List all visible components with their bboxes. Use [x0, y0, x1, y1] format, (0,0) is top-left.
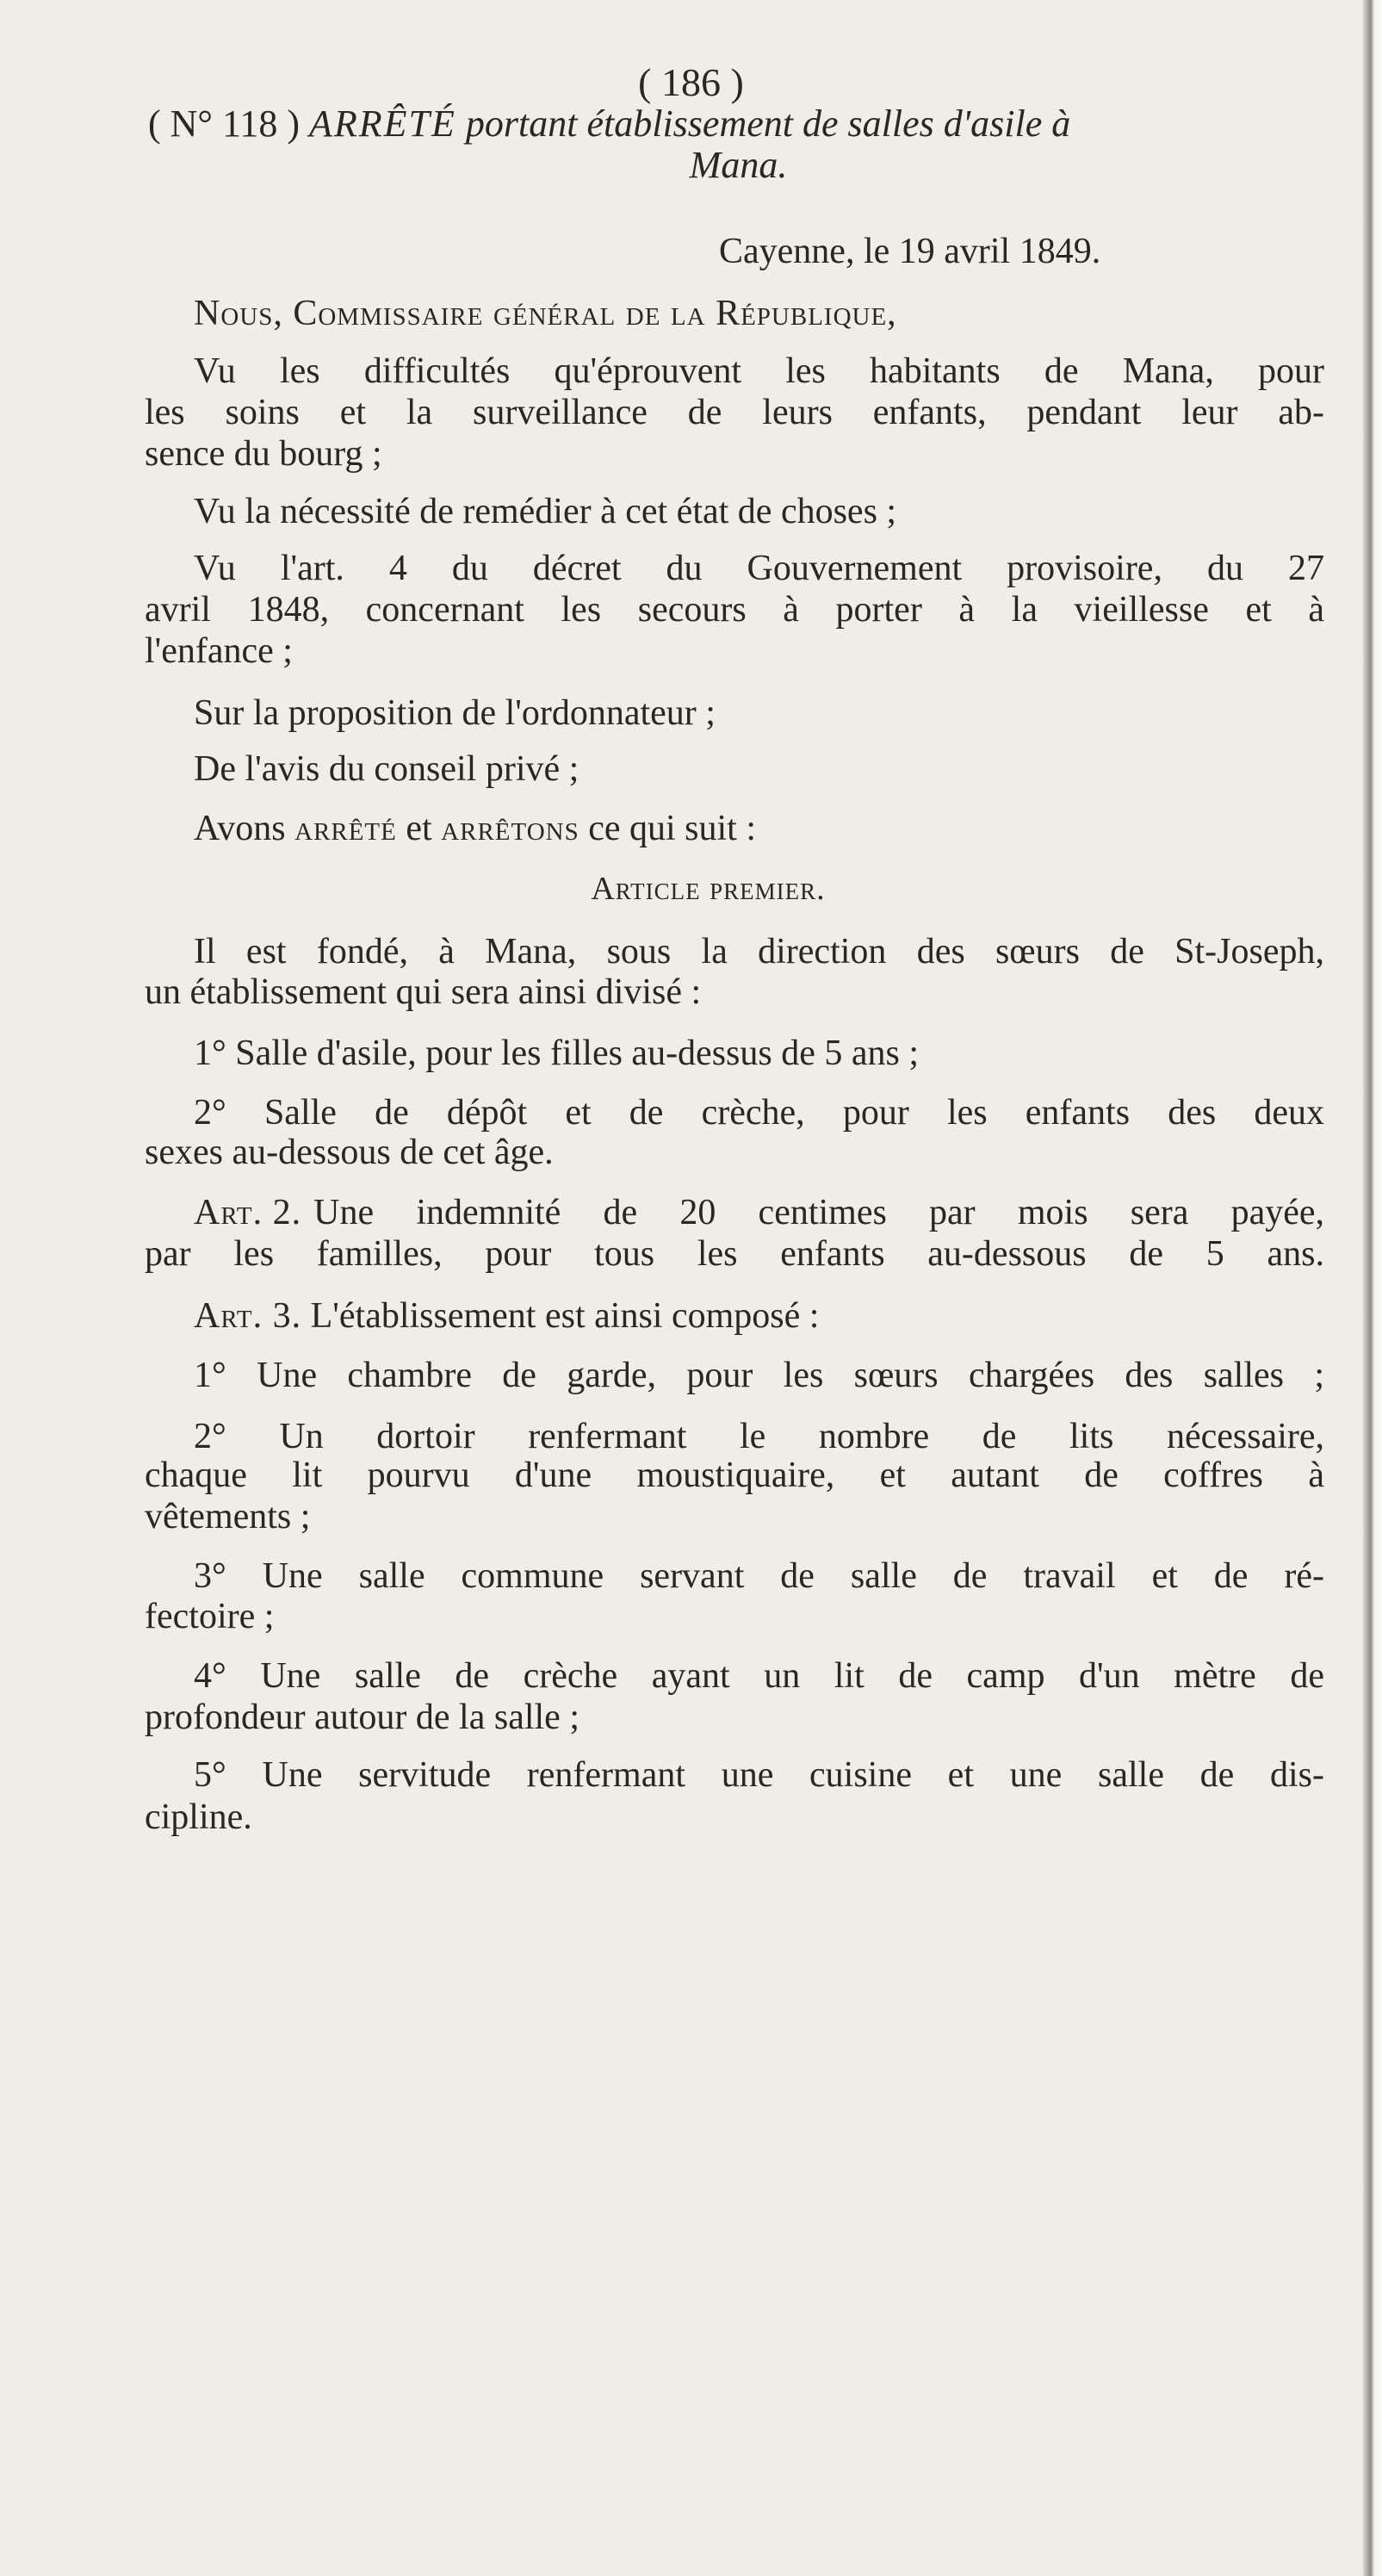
decree-post: ce qui suit :	[588, 809, 757, 848]
heading-number: ( N° 118 )	[148, 102, 301, 145]
decree-et: et	[406, 809, 432, 848]
text-line: profondeur autour de la salle ;	[145, 1698, 579, 1737]
text-line: Vu l'art. 4 du décret du Gouvernement provisoire, du 27	[194, 549, 1324, 588]
text-line: avril 1848, concernant les secours à porter à la vieillesse et à	[145, 590, 1324, 630]
text-line: cipline.	[145, 1797, 252, 1837]
text-line: 2° Salle de dépôt et de crèche, pour les enfants des deux	[194, 1093, 1324, 1133]
text-line: sence du bourg ;	[145, 434, 382, 474]
text-line: Sur la proposition de l'ordonnateur ;	[194, 693, 716, 733]
article3-label: Art. 3.	[194, 1296, 302, 1336]
article2-line	[194, 1192, 1324, 1233]
text-line: 1° Une chambre de garde, pour les sœurs chargées des salles ;	[194, 1356, 1324, 1395]
page-number: ( 186 )	[638, 60, 744, 104]
text-line: chaque lit pourvu d'une moustiquaire, et autant de coffres à	[145, 1456, 1324, 1495]
article2-label: Art. 2.	[194, 1193, 302, 1232]
text-line: l'enfance ;	[145, 631, 293, 671]
text-line: un établissement qui sera ainsi divisé :	[145, 972, 702, 1012]
text-line: 4° Une salle de crèche ayant un lit de camp d'un mètre de	[194, 1656, 1324, 1696]
book-gutter	[1363, 0, 1382, 2576]
text-line: Une indemnité de 20 centimes par mois sera payée,	[313, 1193, 1324, 1232]
text-line: L'établissement est ainsi composé :	[310, 1296, 820, 1336]
article-heading: Article premier.	[591, 871, 826, 907]
heading-title-rest: portant établissement de salles d'asile à	[465, 102, 1071, 145]
text-line: 5° Une servitude renfermant une cuisine et une salle de dis-	[194, 1755, 1324, 1795]
text-line: Vu la nécessité de remédier à cet état de choses ;	[194, 492, 897, 531]
decree-arrete: arrêté	[294, 809, 397, 848]
text-line: les soins et la surveillance de leurs enfants, pendant leur ab-	[145, 393, 1324, 432]
text-line: Vu les difficultés qu'éprouvent les habitants de Mana, pour	[194, 351, 1324, 391]
decree-pre: Avons	[194, 809, 286, 848]
text-line: Il est fondé, à Mana, sous la direction des sœurs de St-Joseph,	[194, 932, 1324, 971]
text-line: fectoire ;	[145, 1597, 275, 1636]
text-line: par les familles, pour tous les enfants au-dessous de 5 ans.	[145, 1234, 1324, 1274]
article3-line	[194, 1295, 1324, 1337]
text-line: De l'avis du conseil privé ;	[194, 749, 579, 789]
authority: Nous, Commissaire général de la République,	[194, 294, 897, 333]
text-line: 2° Un dortoir renfermant le nombre de lits nécessaire,	[194, 1417, 1324, 1456]
text-line: sexes au-dessous de cet âge.	[145, 1133, 554, 1172]
text-line: vêtements ;	[145, 1497, 311, 1536]
heading	[148, 103, 1328, 145]
heading-title-word: ARRÊTÉ	[309, 102, 456, 145]
decree-line	[194, 808, 1324, 849]
heading-title-line2: Mana.	[689, 144, 788, 186]
place-date: Cayenne, le 19 avril 1849.	[719, 232, 1101, 271]
text-line: 1° Salle d'asile, pour les filles au-dessus de 5 ans ;	[194, 1034, 920, 1073]
decree-arretons: arrêtons	[441, 809, 579, 848]
text-line: 3° Une salle commune servant de salle de travail et de ré-	[194, 1556, 1324, 1596]
